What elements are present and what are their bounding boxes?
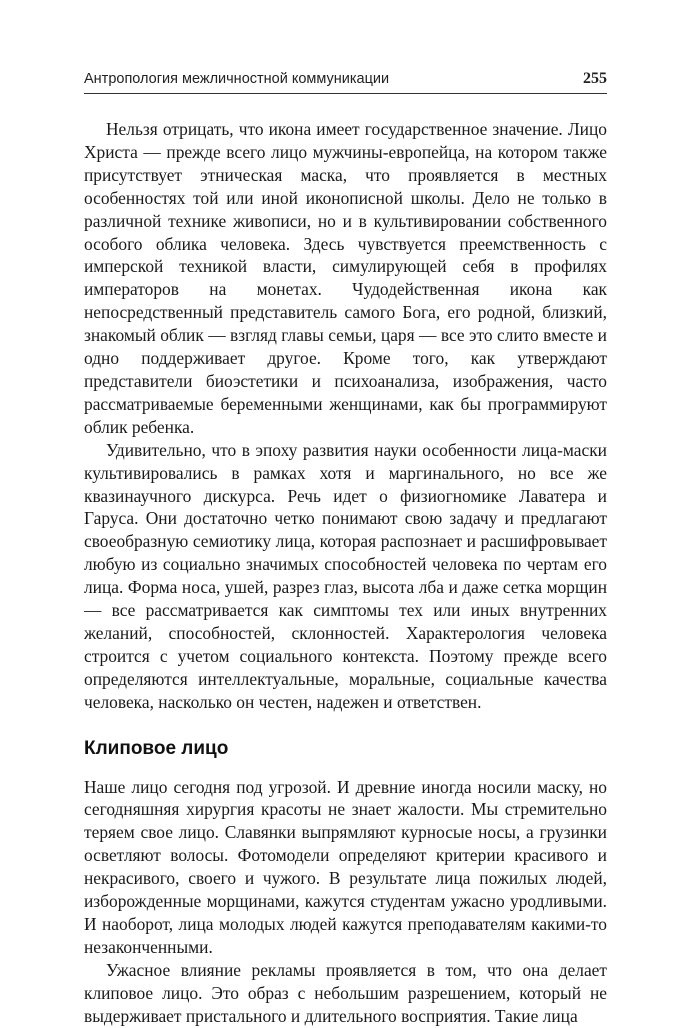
header-rule bbox=[84, 93, 607, 94]
page-body bbox=[84, 118, 607, 1028]
page-number: 255 bbox=[583, 70, 607, 87]
running-title: Антропология межличностной коммуникации bbox=[84, 71, 390, 87]
body-paragraph: Нельзя отрицать, что икона имеет государственное значение. Лицо Христа — прежде всего лицо мужчины-европейца, на котором также присутствует этническая маска, что проявляется в местных особенностях той или иной иконописной школы. Дело не только в различной технике живописи, но и в культивировании собственного особого облика человека. Здесь чувствуется преемственность с имперской техникой власти, симулирующей себя в профилях императоров на монетах. Чудодейственная икона как непосредственный представитель самого Бога, его родной, близкий, знакомый облик — взгляд главы семьи, царя — все это слито вместе и одно поддерживает другое. Кроме того, как утверждают представители биоэстетики и психоанализа, изображения, часто рассматриваемые беременными женщинами, как бы программируют облик ребенка. bbox=[84, 119, 607, 437]
body-paragraph: Наше лицо сегодня под угрозой. И древние иногда носили маску, но сегодняшняя хирургия красоты не знает жалости. Мы стремительно теряем свое лицо. Славянки выпрямляют курносые носы, а грузинки осветляют волосы. Фотомодели определяют критерии красивого и некрасивого, своего и чужого. В результате лица пожилых людей, изборожденные морщинами, кажутся студентам ужасно уродливыми. И наоборот, лица молодых людей кажутся преподавателям какими-то незаконченными. bbox=[84, 776, 607, 957]
body-paragraph: Удивительно, что в эпоху развития науки особенности лица-маски культивировались в рамках хотя и маргинального, но все же квазинаучного дискурса. Речь идет о физиогномике Лаватера и Гаруса. Они достаточно четко понимают свою задачу и предлагают своеобразную семиотику лица, которая распознает и расшифровывает любую из социально значимых способностей человека по чертам его лица. Форма носа, ушей, разрез глаз, высота лба и даже сетка морщин — все рассматривается как симптомы тех или иных внутренних желаний, способностей, склонностей. Характерология человека строится с учетом социального контекста. Поэтому прежде всего определяются интеллектуальные, моральные, социальные качества человека, насколько он честен, надежен и ответствен. bbox=[84, 439, 607, 712]
body-paragraph: Ужасное влияние рекламы проявляется в том, что она делает клиповое лицо. Это образ с небольшим разрешением, который не выдерживает пристального и длительного восприятия. Такие лица bbox=[84, 959, 607, 1026]
section-heading: Клиповое лицо bbox=[84, 737, 229, 759]
running-header bbox=[84, 70, 607, 88]
